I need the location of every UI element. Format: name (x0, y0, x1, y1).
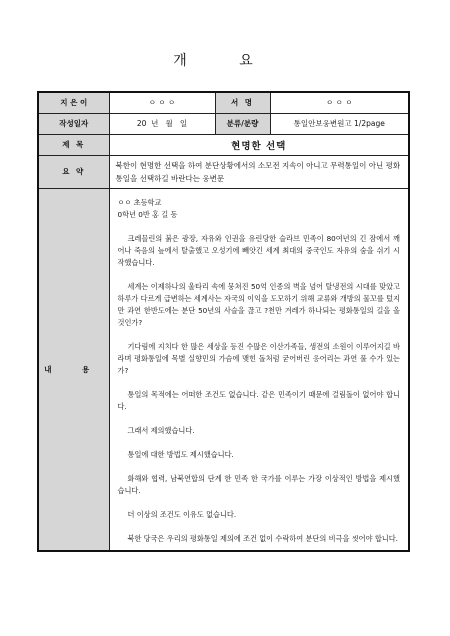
subject-row (38, 134, 409, 155)
name-label: 서 명 (215, 92, 270, 113)
content-row (38, 188, 409, 551)
page-title: 개 요 (173, 53, 277, 69)
author-row (38, 92, 409, 113)
summary-label: 요 약 (38, 155, 109, 188)
paragraph: 북한 당국은 우리의 평화통일 제의에 조건 없이 수락하여 분단의 비극을 씻어야 합니다. (127, 533, 398, 543)
subject-value: 현명한 선택 (109, 134, 409, 155)
date-value: 20 년 월 일 (109, 113, 215, 134)
paragraph: 크레믈린의 붉은 광장, 자유와 인권을 유린당한 슬라브 민족이 80여년의 긴 잠에서 깨어나 죽음의 늪에서 탈출했고 오성기에 빼앗긴 세계 최대의 중국인도 자유의 숨을 쉬기 시작했습니다. (117, 233, 400, 267)
content-label: 내 용 (38, 188, 109, 551)
content-body (109, 188, 409, 551)
paragraph: 통일에 대한 방법도 제시했습니다. (127, 449, 234, 459)
date-row (38, 113, 409, 134)
paragraph: 화해와 협력, 남북연합의 단계 한 민족 한 국가를 이루는 가장 이상적인 방법을 제시했습니다. (117, 473, 400, 495)
summary-row (38, 155, 409, 188)
category-label: 분류/분량 (215, 113, 270, 134)
school-name: ㅇㅇ 초등학교 (117, 197, 162, 207)
paragraph: 기다림에 지치다 한 많은 세상을 등진 수많은 이산가족들, 생전의 소원이 이루어지길 바라며 평화통일에 목별 실향민의 가슴에 맺힌 돌처럼 굳어버린 응어리는 과연 풀 수가 있는가? (117, 341, 400, 375)
paragraph: 그래서 제의했습니다. (127, 425, 195, 435)
paragraph: 세계는 이제하나의 울타리 속에 뭉쳐진 50억 인종의 벽을 넘어 탈냉전의 시대를 맞았고 하루가 다르게 급변하는 세계사는 자국의 이익을 도모하기 위해 교류와 개방의 물꼬를 텄지만 과연 한반도에는 분단 50년의 사슬을 끊고 ?천만 겨레가 하나되는 평화통일의 길을 올 것인가? (117, 281, 400, 327)
paragraph: 통일의 목적에는 어떠한 조건도 없습니다. 같은 민족이기 때문에 걸림돌이 없어야 합니다. (117, 389, 400, 411)
summary-value: 북한이 현명한 선택을 하여 분단상황에서의 소모전 지속이 아니고 무력통일이 아닌 평화통일을 선택하길 바란다는 웅변문 (109, 155, 409, 188)
category-value: 통일안보웅변원고 1/2page (270, 113, 409, 134)
author-value: ㅇ ㅇ ㅇ (109, 92, 215, 113)
author-label: 지 은 이 (38, 92, 109, 113)
paragraph: 더 이상의 조건도 이유도 없습니다. (127, 509, 237, 519)
name-value: ㅇ ㅇ ㅇ (270, 92, 409, 113)
subject-label: 제 목 (38, 134, 109, 155)
student-name: 0학년 0반 홍 길 동 (117, 209, 178, 219)
date-label: 작성일자 (38, 113, 109, 134)
overview-form-table (37, 91, 410, 552)
